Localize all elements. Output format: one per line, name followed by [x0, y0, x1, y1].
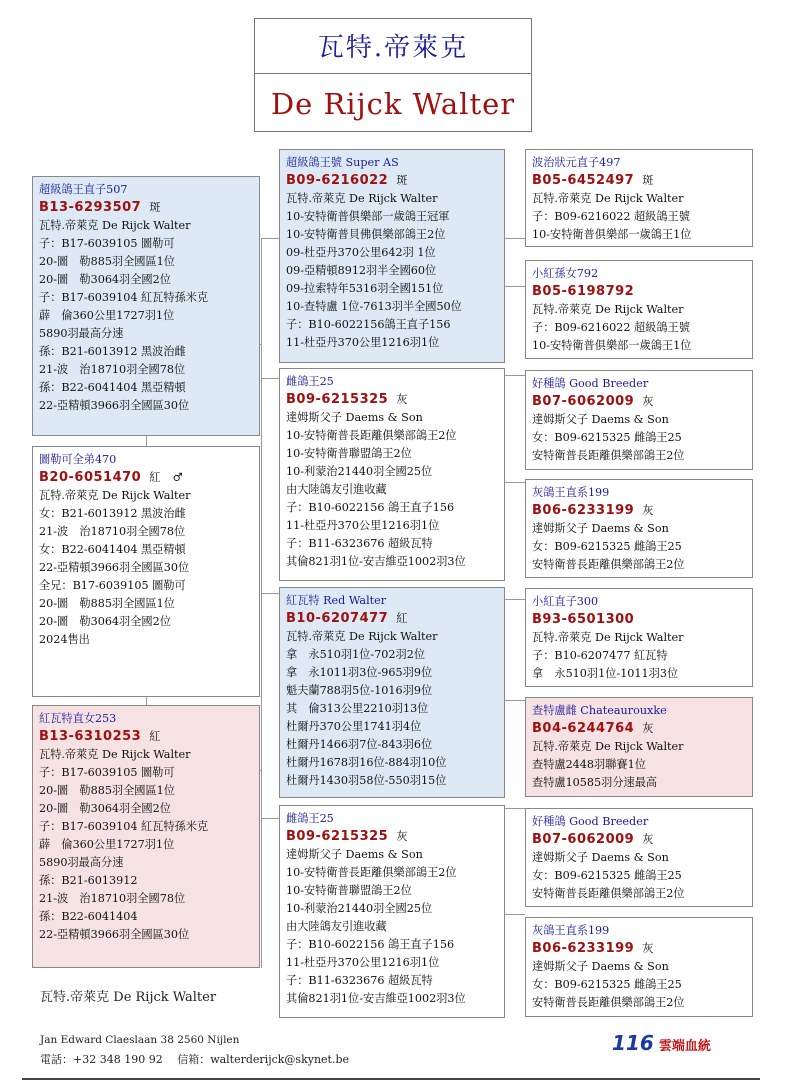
card-detail-line: 瓦特.帝萊克 De Rijck Walter	[532, 740, 684, 753]
card-detail-line: 21-波 治18710羽全國78位	[39, 525, 186, 538]
bird-color: 斑	[396, 174, 408, 187]
card-detail-line: 10-安特衛普長距離俱樂部鴿王2位	[286, 866, 457, 879]
connector	[261, 818, 279, 819]
card-detail-line: 子：B11-6323676 超級瓦特	[286, 537, 433, 550]
card-detail-line: 其倫821羽1位-安吉維亞1002羽3位	[286, 555, 466, 568]
ring-number: B05-6198792	[532, 284, 635, 299]
ring-number: B20-6051470	[39, 470, 142, 485]
card-detail-line: 杜爾丹1430羽58位-550羽15位	[286, 774, 447, 787]
card-detail-line: 孫：B22-6041404	[39, 910, 138, 923]
card-title: 好種鴿 Good Breeder	[532, 815, 649, 828]
pedigree-card-subject-3	[32, 705, 260, 968]
card-detail-line: 瓦特.帝萊克 De Rijck Walter	[532, 192, 684, 205]
card-detail-line: 20-圖 勒885羽全國區1位	[39, 784, 175, 797]
bird-color: 斑	[642, 174, 654, 187]
ring-number: B09-6216022	[286, 173, 389, 188]
card-detail-line: 09-杜亞丹370公里642羽 1位	[286, 246, 436, 259]
card-detail-line: 09-拉索特年5316羽全國151位	[286, 282, 444, 295]
card-detail-line: 09-亞精頓8912羽半全國60位	[286, 264, 437, 277]
card-detail-line: 女：B21-6013912 黑波治雌	[39, 507, 186, 520]
ring-number: B09-6215325	[286, 392, 389, 407]
bird-color: 灰	[396, 393, 408, 406]
card-detail-line: 達姆斯父子 Daems & Son	[286, 411, 423, 424]
card-detail-line: 瓦特.帝萊克 De Rijck Walter	[39, 219, 191, 232]
card-detail-line: 查特盧2448羽聯賽1位	[532, 758, 646, 771]
ring-number: B07-6062009	[532, 832, 635, 847]
card-detail-line: 孫：B21-6013912	[39, 874, 138, 887]
ring-number-row	[286, 610, 498, 628]
ring-number-row	[39, 199, 253, 217]
card-detail-line: 安特衛普長距離俱樂部鴿王2位	[532, 887, 685, 900]
connector	[261, 238, 279, 239]
card-detail-line: 20-圖 勒3064羽全國2位	[39, 273, 171, 286]
card-detail-line: 薜 倫360公里1727羽1位	[39, 838, 175, 851]
card-detail-line: 10-安特衛普俱樂部一歲鴿王1位	[532, 228, 692, 241]
card-detail-line: 11-杜亞丹370公里1216羽1位	[286, 336, 440, 349]
card-detail-line: 22-亞精頓3966羽全國區30位	[39, 399, 190, 412]
card-detail-line: 達姆斯父子 Daems & Son	[532, 960, 669, 973]
card-detail-line: 子：B11-6323676 超級瓦特	[286, 974, 433, 987]
owner-signature: 瓦特.帝萊克 De Rijck Walter	[40, 990, 217, 1005]
card-title: 小紅孫女792	[532, 267, 599, 280]
card-detail-line: 達姆斯父子 Daems & Son	[532, 851, 669, 864]
card-detail-line: 安特衛普長距離俱樂部鴿王2位	[532, 449, 685, 462]
card-detail-line: 達姆斯父子 Daems & Son	[532, 413, 669, 426]
ring-number: B93-6501300	[532, 612, 635, 627]
ring-number: B13-6310253	[39, 729, 142, 744]
card-detail-line: 查特盧10585羽分速最高	[532, 776, 658, 789]
ring-number: B07-6062009	[532, 394, 635, 409]
ring-number-row	[532, 172, 746, 190]
card-detail-line: 拿 永510羽1位-1011羽3位	[532, 667, 679, 680]
pedigree-card-gp-4	[525, 479, 753, 578]
connector	[504, 808, 525, 809]
title-english: De Rijck Walter	[270, 87, 516, 121]
card-detail-line: 其 倫313公里2210羽13位	[286, 702, 429, 715]
card-title: 超級鴿王號 Super AS	[286, 156, 399, 169]
logo-number: 116	[612, 1031, 654, 1055]
card-detail-line: 孫：B22-6041404 黑亞精頓	[39, 381, 186, 394]
card-detail-line: 瓦特.帝萊克 De Rijck Walter	[39, 748, 191, 761]
bird-color: 灰	[642, 833, 654, 846]
ring-number-row	[532, 940, 746, 958]
bird-color: 灰	[642, 504, 654, 517]
bird-color: 灰	[642, 942, 654, 955]
card-detail-line: 安特衛普長距離俱樂部鴿王2位	[532, 996, 685, 1009]
card-detail-line: 瓦特.帝萊克 De Rijck Walter	[286, 192, 438, 205]
card-detail-line: 魁夫蘭788羽5位-1016羽9位	[286, 684, 433, 697]
pedigree-card-subject-1	[32, 176, 260, 436]
card-detail-line: 10-安特衛普俱樂部一歲鴿王冠軍	[286, 210, 450, 223]
card-title: 紅瓦特 Red Walter	[286, 594, 387, 607]
bird-color: 紅	[149, 730, 161, 743]
card-detail-line: 21-波 治18710羽全國78位	[39, 892, 186, 905]
card-detail-line: 子：B09-6216022 超級鴿王號	[532, 210, 690, 223]
card-detail-line: 10-安特衛普聯盟鴿王2位	[286, 447, 412, 460]
card-detail-line: 子：B17-6039105 圖勒可	[39, 766, 175, 779]
ring-number: B13-6293507	[39, 200, 142, 215]
pedigree-card-subject-2	[32, 446, 260, 697]
card-title: 雌鴿王25	[286, 375, 334, 388]
pedigree-card-dam-1	[279, 368, 505, 581]
bird-color: 紅	[396, 612, 408, 625]
connector	[146, 697, 147, 705]
pedigree-card-gp-3	[525, 370, 753, 470]
ring-number-row	[39, 469, 253, 487]
connector	[504, 286, 525, 287]
connector	[261, 378, 279, 379]
connector	[504, 914, 525, 915]
card-detail-line: 子：B10-6022156 鴿王直子156	[286, 938, 455, 951]
ring-number: B10-6207477	[286, 611, 389, 626]
card-detail-line: 拿 永510羽1位-702羽2位	[286, 648, 426, 661]
ring-number-row	[532, 283, 746, 301]
connector	[504, 599, 525, 600]
card-detail-line: 子：B10-6022156鴿王直子156	[286, 318, 451, 331]
connector	[261, 593, 279, 594]
ring-number-row	[532, 502, 746, 520]
card-detail-line: 5890羽最高分速	[39, 327, 124, 340]
ring-number: B05-6452497	[532, 173, 635, 188]
ring-number: B06-6233199	[532, 503, 635, 518]
card-detail-line: 女：B22-6041404 黑亞精頓	[39, 543, 186, 556]
ring-number: B06-6233199	[532, 941, 635, 956]
card-detail-line: 全兄：B17-6039105 圖勒可	[39, 579, 186, 592]
pedigree-card-gp-8	[525, 917, 753, 1017]
card-title: 超級鴿王直子507	[39, 183, 128, 196]
ring-number-row	[532, 831, 746, 849]
logo-text: 雲端血統	[658, 1039, 711, 1054]
pedigree-card-gp-1	[525, 149, 753, 247]
card-detail-line: 達姆斯父子 Daems & Son	[286, 848, 423, 861]
bird-color: 灰	[642, 395, 654, 408]
card-title: 波治狀元直子497	[532, 156, 621, 169]
card-detail-line: 其倫821羽1位-安吉維亞1002羽3位	[286, 992, 466, 1005]
bird-color: 灰	[642, 722, 654, 735]
card-detail-line: 10-查特盧 1位-7613羽半全國50位	[286, 300, 462, 313]
card-title: 好種鴿 Good Breeder	[532, 377, 649, 390]
card-title: 灰鴿王直系199	[532, 486, 610, 499]
card-detail-line: 由大陸鴿友引進收藏	[286, 920, 387, 933]
pedigree-card-gp-2	[525, 260, 753, 359]
card-detail-line: 子：B09-6216022 超級鴿王號	[532, 321, 690, 334]
card-detail-line: 10-安特衛普俱樂部一歲鴿王1位	[532, 339, 692, 352]
card-detail-line: 22-亞精頓3966羽全國區30位	[39, 928, 190, 941]
connector	[146, 436, 147, 446]
brand-logo	[612, 1031, 711, 1055]
card-detail-line: 子：B17-6039104 紅瓦特孫米克	[39, 291, 209, 304]
bird-color: 灰	[396, 830, 408, 843]
pedigree-card-dam-2	[279, 805, 505, 1018]
card-detail-line: 瓦特.帝萊克 De Rijck Walter	[532, 631, 684, 644]
card-detail-line: 瓦特.帝萊克 De Rijck Walter	[39, 489, 191, 502]
pedigree-title-box	[254, 18, 532, 132]
pedigree-card-dam-sire	[279, 587, 505, 798]
connector	[504, 375, 525, 376]
card-detail-line: 20-圖 勒885羽全國區1位	[39, 255, 175, 268]
card-detail-line: 2024售出	[39, 633, 90, 646]
connector	[504, 700, 525, 701]
card-detail-line: 10-利蒙治21440羽全國25位	[286, 465, 433, 478]
card-detail-line: 10-安特衛普貝佛俱樂部鴿王2位	[286, 228, 446, 241]
card-title: 小紅直子300	[532, 595, 599, 608]
ring-number-row	[286, 391, 498, 409]
pedigree-card-gp-5	[525, 588, 753, 687]
card-detail-line: 21-波 治18710羽全國78位	[39, 363, 186, 376]
card-title: 雌鴿王25	[286, 812, 334, 825]
card-title: 查特盧雌 Chateaurouxke	[532, 704, 667, 717]
ring-number-row	[286, 172, 498, 190]
card-detail-line: 瓦特.帝萊克 De Rijck Walter	[286, 630, 438, 643]
card-detail-line: 子：B10-6022156 鴿王直子156	[286, 501, 455, 514]
card-detail-line: 安特衛普長距離俱樂部鴿王2位	[532, 558, 685, 571]
card-detail-line: 由大陸鴿友引進收藏	[286, 483, 387, 496]
owner-contact: 電話：+32 348 190 92 信箱：walterderijck@skynet.be	[40, 1053, 350, 1066]
pedigree-card-gp-7	[525, 808, 753, 907]
card-detail-line: 10-安特衛普長距離俱樂部鴿王2位	[286, 429, 457, 442]
card-detail-line: 22-亞精頓3966羽全國區30位	[39, 561, 190, 574]
card-detail-line: 10-安特衛普聯盟鴿王2位	[286, 884, 412, 897]
card-detail-line: 11-杜亞丹370公里1216羽1位	[286, 519, 440, 532]
ring-number-row	[532, 720, 746, 738]
card-title: 灰鴿王直系199	[532, 924, 610, 937]
card-detail-line: 子：B17-6039104 紅瓦特孫米克	[39, 820, 209, 833]
card-detail-line: 20-圖 勒3064羽全國2位	[39, 802, 171, 815]
ring-number-row	[286, 828, 498, 846]
card-detail-line: 子：B10-6207477 紅瓦特	[532, 649, 668, 662]
connector	[261, 238, 262, 968]
card-title: 圖勒可全弟470	[39, 453, 117, 466]
ring-number-row	[532, 611, 746, 629]
connector	[504, 482, 525, 483]
pedigree-card-sire	[279, 149, 505, 363]
bird-color: 紅 ♂	[149, 471, 184, 484]
pedigree-card-gp-6	[525, 697, 753, 797]
card-detail-line: 瓦特.帝萊克 De Rijck Walter	[532, 303, 684, 316]
footer-divider	[22, 1078, 760, 1080]
card-detail-line: 20-圖 勒3064羽全國2位	[39, 615, 171, 628]
card-detail-line: 10-利蒙治21440羽全國25位	[286, 902, 433, 915]
card-detail-line: 女：B09-6215325 雌鴿王25	[532, 431, 682, 444]
card-detail-line: 達姆斯父子 Daems & Son	[532, 522, 669, 535]
card-detail-line: 女：B09-6215325 雌鴿王25	[532, 869, 682, 882]
bird-color: 斑	[149, 201, 161, 214]
connector	[504, 238, 525, 239]
card-detail-line: 杜爾丹370公里1741羽4位	[286, 720, 422, 733]
card-detail-line: 女：B09-6215325 雌鴿王25	[532, 540, 682, 553]
card-detail-line: 女：B09-6215325 雌鴿王25	[532, 978, 682, 991]
card-title: 紅瓦特直女253	[39, 712, 117, 725]
card-detail-line: 11-杜亞丹370公里1216羽1位	[286, 956, 440, 969]
card-detail-line: 薜 倫360公里1727羽1位	[39, 309, 175, 322]
ring-number: B04-6244764	[532, 721, 635, 736]
ring-number-row	[39, 728, 253, 746]
card-detail-line: 孫：B21-6013912 黑波治雌	[39, 345, 186, 358]
card-detail-line: 5890羽最高分速	[39, 856, 124, 869]
card-detail-line: 杜爾丹1466羽7位-843羽6位	[286, 738, 433, 751]
card-detail-line: 拿 永1011羽3位-965羽9位	[286, 666, 433, 679]
card-detail-line: 杜爾丹1678羽16位-884羽10位	[286, 756, 447, 769]
card-detail-line: 子：B17-6039105 圖勒可	[39, 237, 175, 250]
owner-address: Jan Edward Claeslaan 38 2560 Nijlen	[40, 1034, 240, 1046]
ring-number-row	[532, 393, 746, 411]
ring-number: B09-6215325	[286, 829, 389, 844]
card-detail-line: 20-圖 勒885羽全國區1位	[39, 597, 175, 610]
title-chinese: 瓦特.帝萊克	[255, 19, 531, 74]
